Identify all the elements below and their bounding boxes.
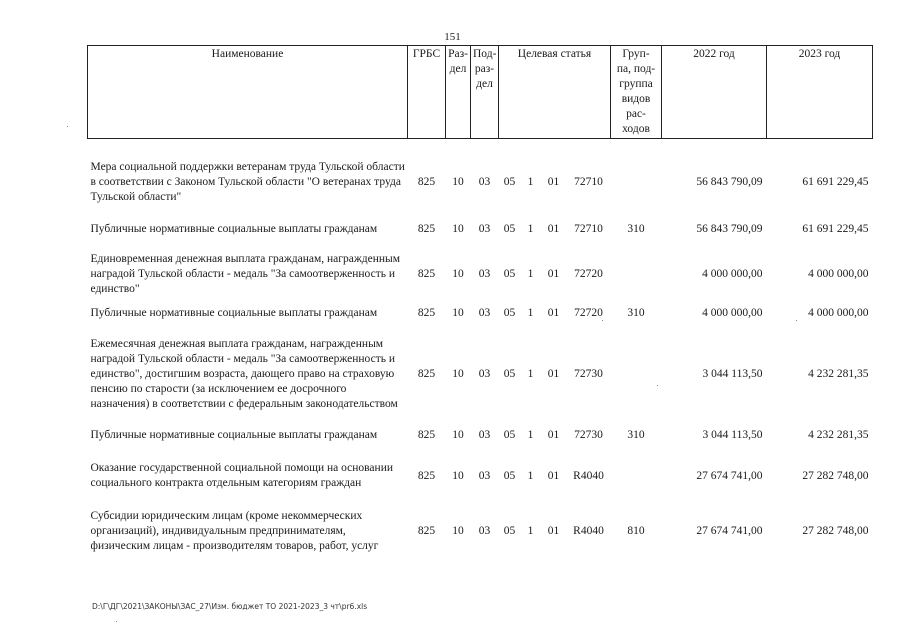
row-target-2: 1: [527, 307, 534, 319]
row-target-4: R4040: [573, 469, 604, 482]
scan-speck: [657, 385, 658, 386]
row-grbs: 825: [417, 429, 436, 441]
row-target-2: 1: [527, 176, 534, 188]
header-year-2022: 2022 год: [662, 46, 767, 139]
row-target-4: R4040: [573, 525, 604, 537]
row-target-1: 05: [503, 429, 516, 441]
row-group: 310: [627, 429, 645, 441]
row-razdel: 10: [452, 307, 464, 319]
row-target-2: 1: [527, 469, 534, 482]
row-target-4: 72720: [574, 267, 603, 280]
scan-speck: [602, 320, 603, 321]
row-name: Мера социальной поддержки ветеранам труда Тульской области в соответствии с Законом Тульской области "О ветеранах труда Тульской области": [90, 161, 405, 203]
row-value-2022: 4 000 000,00: [702, 267, 763, 280]
row-target-1: 05: [503, 367, 516, 380]
row-grbs: 825: [417, 469, 436, 482]
row-grbs: 825: [417, 176, 436, 188]
row-target-1: 05: [503, 223, 516, 235]
table-row: [88, 326, 873, 423]
row-name: Оказание государственной социальной помощи на основании социального контракта отдельным категориям граждан: [90, 462, 393, 489]
header-name: Наименование: [88, 46, 408, 139]
table-row: [88, 153, 873, 213]
row-target-2: 1: [527, 525, 534, 537]
row-target-1: 05: [503, 176, 516, 188]
row-value-2023: 4 232 281,35: [808, 367, 869, 380]
file-path-footer: D:\Г\ДГ\2021\ЗАКОНЫ\ЗАС_27\Изм. бюджет ТО 2021-2023_3 чт\pr6.xls: [92, 602, 368, 611]
row-razdel: 10: [452, 367, 464, 380]
header-year-2023: 2023 год: [767, 46, 873, 139]
row-target-1: 05: [503, 307, 516, 319]
row-podrazdel: 03: [478, 429, 491, 441]
row-value-2022: 27 674 741,00: [696, 469, 763, 482]
row-value-2023: 4 000 000,00: [808, 307, 869, 319]
row-target-3: 01: [547, 267, 560, 280]
row-razdel: 10: [452, 223, 464, 235]
row-razdel: 10: [452, 429, 464, 441]
row-razdel: 10: [452, 525, 464, 537]
header-expense-group: Груп- па, под- группа видов рас- ходов: [611, 46, 662, 139]
budget-table: [87, 45, 873, 560]
row-target-3: 01: [547, 469, 560, 482]
row-group: [611, 326, 662, 423]
row-name: Единовременная денежная выплата гражданам, награжденным наградой Тульской области - медаль "За самоотверженность и единство": [90, 252, 401, 295]
row-target-3: 01: [547, 176, 560, 188]
row-target-2: 1: [527, 223, 534, 235]
row-podrazdel: 03: [478, 223, 491, 235]
row-target-3: 01: [547, 223, 560, 235]
row-value-2023: 61 691 229,45: [802, 176, 869, 188]
row-value-2022: 3 044 113,50: [702, 367, 763, 380]
row-name: Публичные нормативные социальные выплаты гражданам: [90, 223, 378, 235]
table-row: [88, 504, 873, 560]
row-value-2022: 3 044 113,50: [702, 429, 763, 441]
scan-speck: [796, 320, 797, 321]
row-name: Ежемесячная денежная выплата гражданам, награжденным наградой Тульской области - медаль "За самоотверженность и единство", достигшим возраста, дающего право на страховую пенсию по старости (за исключением ее досрочного назначения) в соответствии с федеральным законодательством: [90, 337, 398, 410]
row-name: Публичные нормативные социальные выплаты гражданам: [90, 307, 378, 319]
row-podrazdel: 03: [478, 176, 491, 188]
header-grbs: ГРБС: [408, 46, 446, 139]
row-group: [611, 247, 662, 302]
table-row: [88, 302, 873, 326]
table-row: [88, 449, 873, 504]
scan-speck: [67, 126, 68, 127]
row-grbs: 825: [417, 267, 436, 280]
row-grbs: 825: [417, 307, 436, 319]
row-name: Субсидии юридическим лицам (кроме некоммерческих организаций), индивидуальным предпринимателям, физическим лицам - производителям товаров, работ, услуг: [90, 510, 379, 552]
scan-speck: [116, 621, 117, 622]
row-podrazdel: 03: [478, 367, 491, 380]
row-target-1: 05: [503, 525, 516, 537]
row-podrazdel: 03: [478, 469, 491, 482]
row-grbs: 825: [417, 525, 436, 537]
row-target-3: 01: [547, 307, 560, 319]
header-razdel: Раз- дел: [446, 46, 471, 139]
row-group: [611, 449, 662, 504]
row-group: 310: [627, 223, 645, 235]
row-value-2023: 61 691 229,45: [802, 223, 869, 235]
row-target-3: 01: [547, 367, 560, 380]
row-value-2022: 56 843 790,09: [696, 176, 763, 188]
row-razdel: 10: [452, 176, 464, 188]
table-header-row: [88, 46, 873, 139]
row-podrazdel: 03: [478, 525, 491, 537]
row-target-3: 01: [547, 429, 560, 441]
row-group: [611, 153, 662, 213]
row-value-2022: 4 000 000,00: [702, 307, 763, 319]
row-target-4: 72730: [574, 367, 603, 380]
row-name: Публичные нормативные социальные выплаты гражданам: [90, 429, 378, 441]
row-value-2023: 4 000 000,00: [808, 267, 869, 280]
row-value-2023: 27 282 748,00: [802, 525, 869, 537]
table-row: [88, 423, 873, 449]
row-podrazdel: 03: [478, 307, 491, 319]
row-group: 810: [627, 525, 645, 537]
row-razdel: 10: [452, 267, 464, 280]
row-target-4: 72710: [574, 223, 603, 235]
row-target-2: 1: [527, 429, 534, 441]
row-podrazdel: 03: [478, 267, 491, 280]
header-podrazdel: Под- раз- дел: [471, 46, 499, 139]
row-value-2023: 27 282 748,00: [802, 469, 869, 482]
row-target-2: 1: [527, 267, 534, 280]
row-target-1: 05: [503, 267, 516, 280]
header-target-article: Целевая статья: [499, 46, 611, 139]
table-row: [88, 247, 873, 302]
row-target-3: 01: [547, 525, 560, 537]
row-razdel: 10: [452, 469, 464, 482]
row-group: 310: [627, 307, 645, 319]
row-target-2: 1: [527, 367, 534, 380]
table-row: [88, 213, 873, 247]
row-grbs: 825: [417, 223, 436, 235]
row-target-4: 72730: [574, 429, 603, 441]
row-value-2022: 27 674 741,00: [696, 525, 763, 537]
row-value-2022: 56 843 790,09: [696, 223, 763, 235]
row-target-4: 72710: [574, 176, 603, 188]
page-number: 151: [444, 31, 461, 43]
row-grbs: 825: [417, 367, 436, 380]
row-target-4: 72720: [574, 307, 603, 319]
row-value-2023: 4 232 281,35: [808, 429, 869, 441]
row-target-1: 05: [503, 469, 516, 482]
